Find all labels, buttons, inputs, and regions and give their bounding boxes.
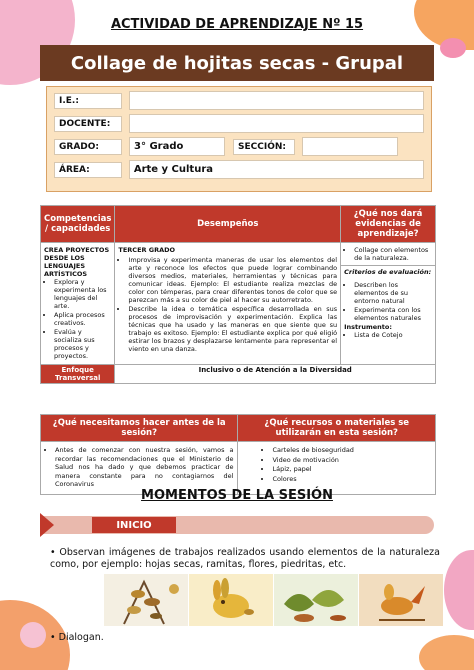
- competencia-title: CREA PROYECTOS DESDE LOS LENGUAJES ARTÍSTICOS: [44, 246, 110, 278]
- area-label: ÁREA:: [54, 162, 122, 178]
- decorative-blob: [419, 635, 474, 670]
- enfoque-label: Enfoque Transversal: [41, 365, 115, 384]
- example-images: [104, 574, 444, 626]
- dialogan-text: Dialogan.: [58, 632, 104, 643]
- info-box: [46, 86, 432, 192]
- info-row-grado: [54, 137, 424, 156]
- seccion-label: SECCIÓN:: [233, 139, 295, 155]
- evidencia-item: • Collage con elementos de la naturaleza.: [354, 246, 432, 262]
- criterio-item: • Experimenta con los elementos naturales: [354, 306, 432, 322]
- ie-field[interactable]: [129, 91, 424, 110]
- header-desempenos: Desempeños: [115, 206, 341, 243]
- decorative-blob: [440, 38, 466, 58]
- instrumento-item: • Lista de Cotejo: [354, 331, 432, 339]
- docente-label: DOCENTE:: [54, 116, 122, 132]
- info-row-docente: [54, 114, 424, 133]
- grade-label: TERCER GRADO: [118, 246, 176, 254]
- capacidad-item: • Explora y experimenta los lenguajes del arte.: [54, 278, 111, 310]
- recurso-item: • Colores: [272, 475, 431, 484]
- leaf-collage-image: [104, 574, 188, 626]
- ie-label: I.E.:: [54, 93, 122, 109]
- criterios-label: Criterios de evaluación:: [341, 265, 435, 278]
- seccion-field[interactable]: [302, 137, 398, 156]
- antes-cell: [41, 442, 238, 495]
- info-row-ie: [54, 91, 424, 110]
- criterio-item: • Describen los elementos de su entorno natural: [354, 281, 432, 305]
- preparacion-table: [40, 414, 436, 495]
- docente-field[interactable]: [129, 114, 424, 133]
- grado-field[interactable]: 3° Grado: [129, 137, 225, 156]
- decorative-blob: [20, 622, 46, 648]
- grado-label: GRADO:: [54, 139, 122, 155]
- evidencias-cell: [341, 243, 436, 365]
- recurso-item: • Carteles de bioseguridad: [272, 446, 431, 455]
- enfoque-value: Inclusivo o de Atención a la Diversidad: [115, 365, 436, 384]
- session-banner: [40, 45, 434, 81]
- recurso-item: • Lápiz, papel: [272, 465, 431, 474]
- recurso-item: • Video de motivación: [272, 456, 431, 465]
- desempeno-item: • Describe la idea o temática específica desarrollada en sus procesos de improvisación y experimentación. Explica las técnicas que ha usado y las maneras en que siente que su trabajo es exitoso. Ejemplo: El estudiante explica por qué eligió estirar los brazos y desplazarse lentamente para representar el viento en una danza.: [128, 305, 337, 353]
- bullet-icon: •: [50, 547, 60, 558]
- instrumento-label: Instrumento:: [344, 323, 392, 331]
- bullet-icon: •: [50, 632, 59, 643]
- competencias-table: [40, 205, 436, 384]
- header-competencias: Competencias / capacidades: [41, 206, 115, 243]
- antes-item: • Antes de comenzar con nuestra sesión, vamos a recordar las recomendaciones que el Ministerio de Salud nos ha dado y que debemos practicar de manera constante para no contagiarnos del Coronavirus: [55, 446, 233, 489]
- competencias-cell: [41, 243, 115, 365]
- capacidad-item: • Aplica procesos creativos.: [54, 311, 111, 327]
- momentos-title: MOMENTOS DE LA SESIÓN: [141, 488, 333, 503]
- header-evidencias: ¿Qué nos dará evidencias de aprendizaje?: [341, 206, 436, 243]
- desempeno-item: • Improvisa y experimenta maneras de usar los elementos del arte y reconoce los efectos que puede lograr combinando diversos medios, materiales, herramientas y técnicas para comunicar ideas. Ejemplo: El estudiante realiza mezclas de color con témperas, para crear diferentes tonos de color que se parezcan más a su color de piel al hacer su autorretrato.: [128, 256, 337, 304]
- dialogan-paragraph: [50, 632, 104, 643]
- activity-title: ACTIVIDAD DE APRENDIZAJE Nº 15: [110, 17, 364, 32]
- leaf-collage-image: [359, 574, 443, 626]
- area-field[interactable]: Arte y Cultura: [129, 160, 424, 179]
- decorative-blob: [444, 550, 474, 630]
- chevron-right-icon: [40, 513, 54, 537]
- capacidad-item: • Evalúa y socializa sus procesos y proyectos.: [54, 328, 111, 360]
- recursos-cell: [238, 442, 436, 495]
- leaf-collage-image: [274, 574, 358, 626]
- banner-title: Collage de hojitas secas - Grupal: [70, 52, 404, 74]
- header-recursos: ¿Qué recursos o materiales se utilizarán en esta sesión?: [238, 415, 436, 442]
- observan-text: Observan imágenes de trabajos realizados usando elementos de la naturaleza como, por ejemplo: hojas secas, ramitas, flores, piedritas, etc.: [50, 547, 440, 570]
- desempenos-cell: [115, 243, 341, 365]
- observan-paragraph: [50, 547, 440, 571]
- info-row-area: [54, 160, 424, 179]
- header-antes-sesion: ¿Qué necesitamos hacer antes de la sesión?: [41, 415, 238, 442]
- leaf-collage-image: [189, 574, 273, 626]
- inicio-label: INICIO: [92, 517, 176, 533]
